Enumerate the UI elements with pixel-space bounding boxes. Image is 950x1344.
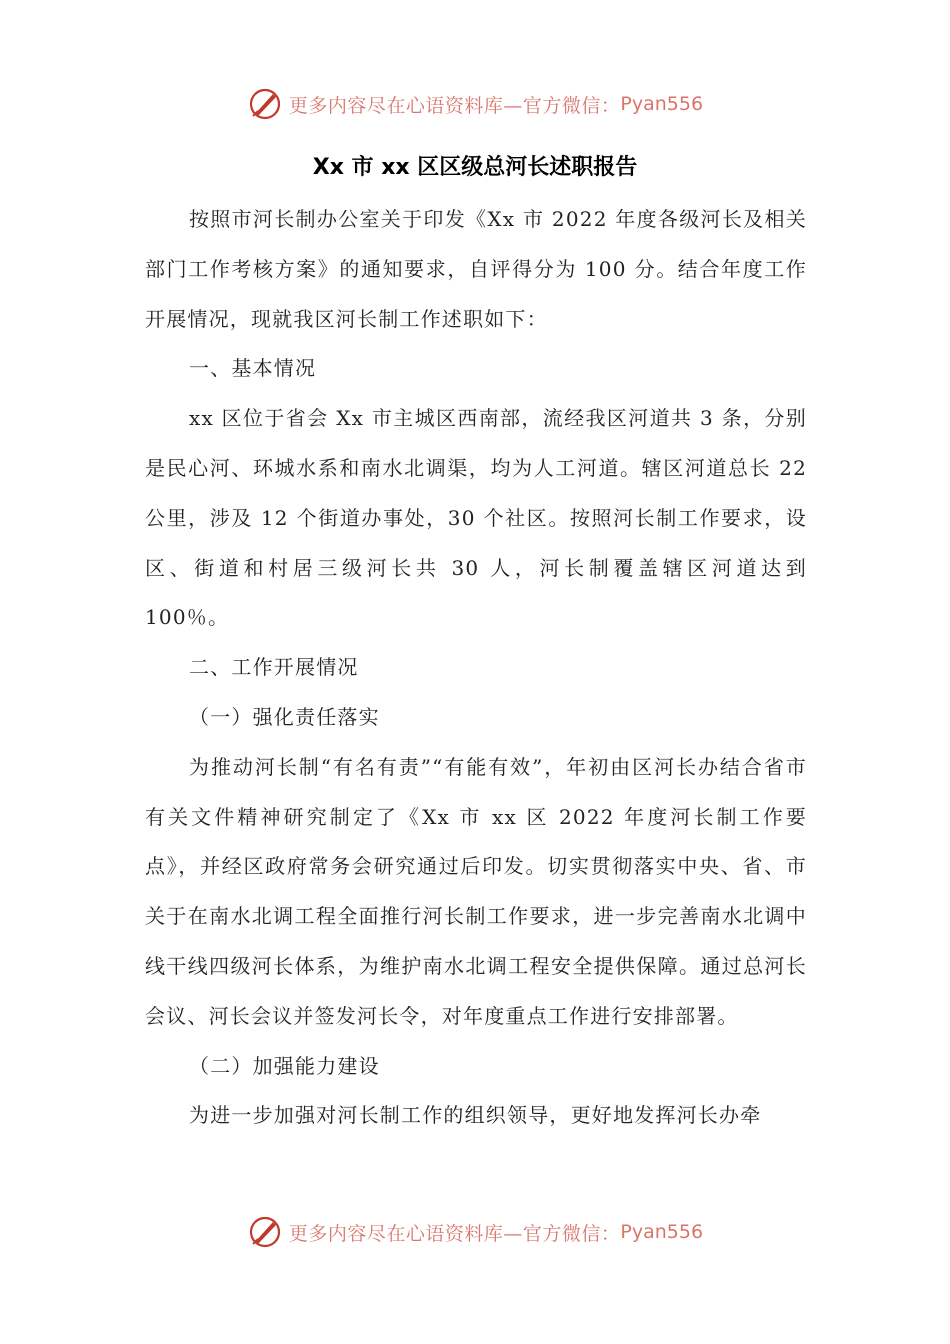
header-watermark bbox=[0, 84, 950, 124]
paragraph-capacity: 为进一步加强对河长制工作的组织领导，更好地发挥河长办牵 bbox=[189, 1103, 762, 1128]
watermark-text: 更多内容尽在心语资料库—官方微信： bbox=[288, 1222, 621, 1245]
watermark-wechat-id: Pyan556 bbox=[620, 1221, 704, 1243]
subheading-capacity: （二）加强能力建设 bbox=[189, 1053, 380, 1078]
quill-pen-logo-icon bbox=[247, 86, 283, 122]
watermark-text: 更多内容尽在心语资料库—官方微信： bbox=[288, 94, 621, 117]
heading-basic-situation: 一、基本情况 bbox=[189, 356, 317, 381]
paragraph-intro: 按照市河长制办公室关于印发《Xx 市 2022 年度各级河长及相关部门工作考核方案》的通知要求，自评得分为 100 分。结合年度工作开展情况，现就我区河长制工作述职如下： bbox=[145, 207, 807, 331]
quill-pen-logo-icon bbox=[247, 1214, 283, 1250]
heading-work-progress: 二、工作开展情况 bbox=[189, 655, 359, 680]
paragraph-basic-situation: xx 区位于省会 Xx 市主城区西南部，流经我区河道共 3 条，分别是民心河、环城水系和南水北调渠，均为人工河道。辖区河道总长 22 公里，涉及 12 个街道办事处，30 个社区。按照河长制工作要求，设区、街道和村居三级河长共 30 人，河长制覆盖辖区河道达到 100％。 bbox=[145, 406, 807, 630]
document-body bbox=[145, 195, 807, 1141]
paragraph-responsibility: 为推动河长制“有名有责”“有能有效”，年初由区河长办结合省市有关文件精神研究制定了《Xx 市 xx 区 2022 年度河长制工作要点》，并经区政府常务会研究通过后印发。切实贯彻落实中央、省、市关于在南水北调工程全面推行河长制工作要求，进一步完善南水北调中线干线四级河长体系，为维护南水北调工程安全提供保障。通过总河长会议、河长会议并签发河长令，对年度重点工作进行安排部署。 bbox=[145, 754, 807, 1028]
watermark-wechat-id: Pyan556 bbox=[620, 93, 704, 115]
footer-watermark bbox=[0, 1212, 950, 1252]
subheading-responsibility: （一）强化责任落实 bbox=[189, 704, 380, 729]
document-title: Xx 市 xx 区区级总河长述职报告 bbox=[312, 155, 638, 180]
